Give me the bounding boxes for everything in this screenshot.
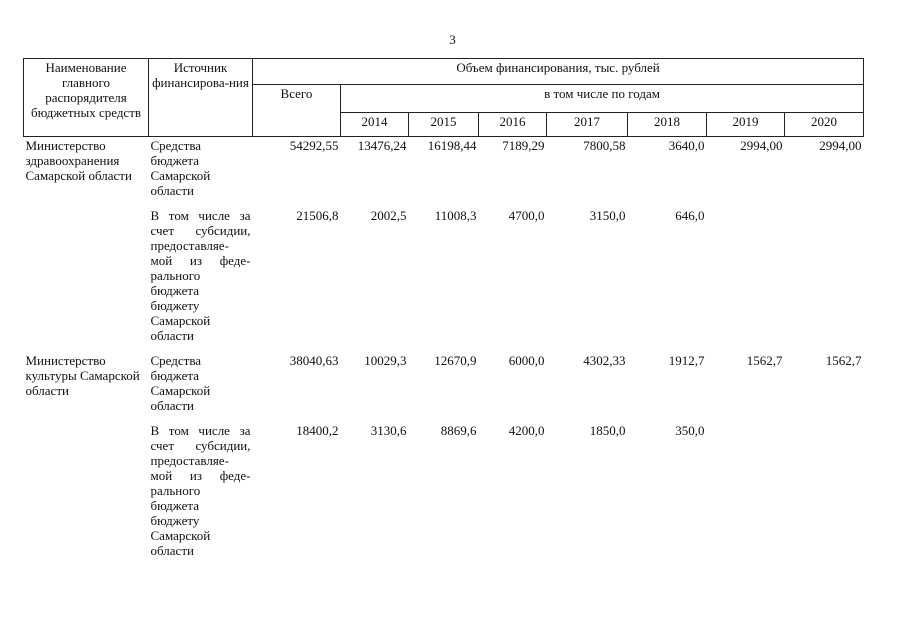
header-year: 2019 <box>707 113 785 137</box>
value-cell: 8869,6 <box>440 423 477 438</box>
header-volume: Объем финансирования, тыс. рублей <box>253 59 864 85</box>
value-cell: 2994,00 <box>740 138 783 153</box>
source-cell: Средства бюджета Самарской области <box>150 353 211 413</box>
admin-cell <box>24 413 149 558</box>
value-cell: 12670,9 <box>434 353 477 368</box>
table-row <box>24 413 864 558</box>
value-cell: 11008,3 <box>434 208 477 223</box>
value-cell: 4302,33 <box>583 353 626 368</box>
value-cell: 1912,7 <box>668 353 705 368</box>
value-cell <box>707 413 785 558</box>
value-cell: 3150,0 <box>589 208 626 223</box>
value-cell: 3640,0 <box>668 138 705 153</box>
value-cell: 646,0 <box>675 208 705 223</box>
header-year: 2017 <box>547 113 628 137</box>
table-row <box>24 137 864 199</box>
value-cell: 7800,58 <box>583 138 626 153</box>
value-cell: 16198,44 <box>427 138 477 153</box>
financing-table <box>23 58 864 558</box>
source-cell: В том числе за счет субсидии, предоставляе-мой из феде-рального бюджета бюджету Самарской области <box>150 208 251 343</box>
source-cell: Средства бюджета Самарской области <box>150 138 211 198</box>
value-cell <box>785 413 864 558</box>
header-admin: Наименование главного распорядителя бюджетных средств <box>24 59 149 137</box>
value-cell: 3130,6 <box>370 423 407 438</box>
admin-cell <box>24 198 149 343</box>
header-total: Всего <box>253 85 341 137</box>
value-cell: 1562,7 <box>746 353 783 368</box>
total-cell: 18400,2 <box>296 423 339 438</box>
value-cell: 2994,00 <box>819 138 862 153</box>
total-cell: 54292,55 <box>289 138 339 153</box>
header-year: 2018 <box>628 113 707 137</box>
value-cell: 4700,0 <box>508 208 545 223</box>
header-year: 2016 <box>479 113 547 137</box>
value-cell: 13476,24 <box>357 138 407 153</box>
value-cell: 4200,0 <box>508 423 545 438</box>
value-cell: 10029,3 <box>364 353 407 368</box>
value-cell: 350,0 <box>675 423 705 438</box>
source-cell: В том числе за счет субсидии, предоставляе-мой из феде-рального бюджета бюджету Самарской области <box>150 423 251 558</box>
header-year: 2015 <box>409 113 479 137</box>
header-year: 2014 <box>341 113 409 137</box>
admin-cell: Министерство культуры Самарской области <box>25 353 140 398</box>
admin-cell: Министерство здравоохранения Самарской области <box>25 138 132 183</box>
header-year: 2020 <box>785 113 864 137</box>
value-cell: 7189,29 <box>502 138 545 153</box>
value-cell <box>707 198 785 343</box>
value-cell: 6000,0 <box>508 353 545 368</box>
table-row <box>24 343 864 413</box>
total-cell: 38040,63 <box>289 353 339 368</box>
header-source: Источник финансирова-ния <box>149 59 253 137</box>
header-by-year: в том числе по годам <box>341 85 864 113</box>
total-cell: 21506,8 <box>296 208 339 223</box>
table-row <box>24 198 864 343</box>
value-cell: 1562,7 <box>825 353 862 368</box>
value-cell: 1850,0 <box>589 423 626 438</box>
value-cell: 2002,5 <box>370 208 407 223</box>
value-cell <box>785 198 864 343</box>
page-number: 3 <box>449 32 456 47</box>
